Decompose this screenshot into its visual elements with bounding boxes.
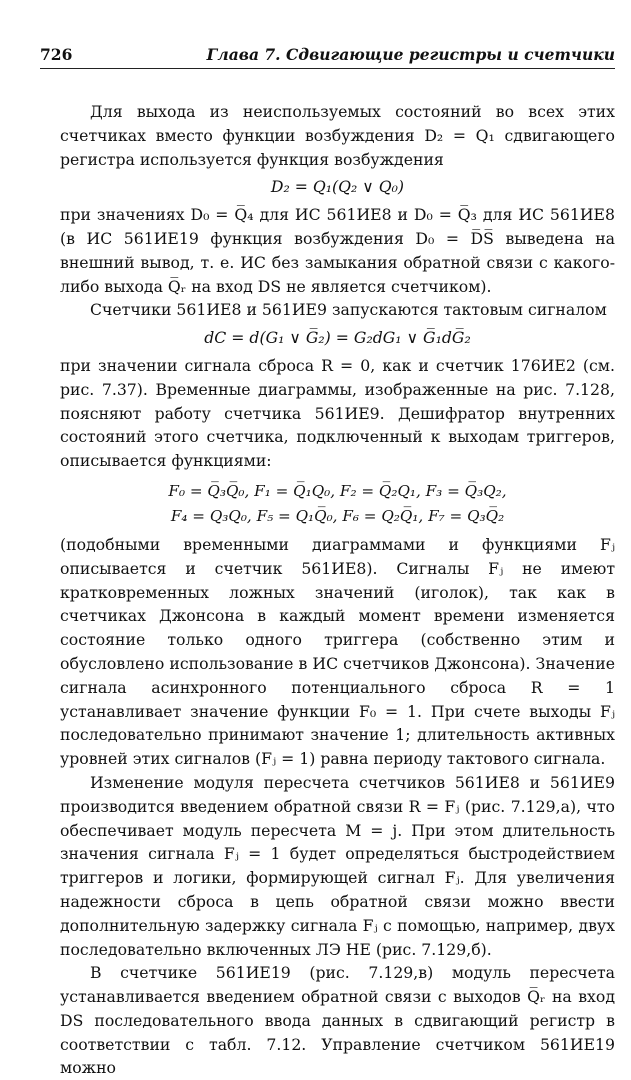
paragraph: при значении сигнала сброса R = 0, как и счетчик 176ИЕ2 (см. рис. 7.37). Временные диаграммы, изображенные на рис. 7.128, поясняют работу счетчика 561ИЕ9. Дешифратор внутренних состояний этого счетчика, подключенный к выходам триггеров, описывается функциями: [60, 355, 615, 471]
chapter-title: Глава 7. Сдвигающие регистры и счетчики [206, 45, 615, 64]
paragraph: Изменение модуля пересчета счетчиков 561ИЕ8 и 561ИЕ9 производится введением обратной связи R = Fⱼ (рис. 7.129,а), что обеспечивает модуль пересчета M = j. При этом длительность значения сигнала Fⱼ = 1 будет определяться быстродействием триггеров и логики, формирующей сигнал Fⱼ. Для увеличения надежности сброса в цепь обратной связи можно ввести дополнительную задержку сигнала Fⱼ с помощью, например, двух последовательно включенных ЛЭ НЕ (рис. 7.129,б). [60, 772, 615, 959]
formula-line: F₄ = Q₃Q₀, F₅ = Q₁Q̅₀, F₆ = Q₂Q̅₁, F₇ = Q₃Q̅₂ [170, 506, 505, 525]
paragraph: при значениях D₀ = Q̅₄ для ИС 561ИЕ8 и D₀ = Q̅₃ для ИС 561ИЕ8 (в ИС 561ИЕ19 функция возбуждения D₀ = D̅S̅ выведена на внешний вывод, т. е. ИС без замыкания обратной связи с какого-либо выхода Q̅ᵣ на вход DS не является счетчиком). [60, 205, 615, 296]
running-header [40, 44, 615, 69]
formula-block [60, 479, 615, 529]
formula-line: F₀ = Q̅₃Q̅₀, F₁ = Q̅₁Q₀, F₂ = Q̅₂Q₁, F₃ = Q̅₃Q₂, [168, 481, 507, 500]
paragraph: Для выхода из неиспользуемых состояний во всех этих счетчиках вместо функции возбуждения D₂ = Q₁ сдвигающего регистра используется функция возбуждения [60, 102, 615, 169]
page-body [60, 100, 615, 1080]
paragraph: (подобными временными диаграммами и функциями Fⱼ описывается и счетчик 561ИЕ8). Сигналы Fⱼ не имеют кратковременных ложных значений (иголок), так как в счетчиках Джонсона в каждый момент времени изменяется состояние только одного триггера (собственно этим и обусловлено использование в ИС счетчиков Джонсона). Значение сигнала асинхронного потенциального сброса R = 1 устанавливает значение функции F₀ = 1. При счете выходы Fⱼ последовательно принимают значение 1; длительность активных уровней этих сигналов (Fⱼ = 1) равна периоду тактового сигнала. [60, 534, 615, 769]
paragraph: Счетчики 561ИЕ8 и 561ИЕ9 запускаются тактовым сигналом [90, 300, 607, 320]
formula: dC = d(G₁ ∨ G̅₂) = G₂dG₁ ∨ G̅₁dG̅₂ [204, 328, 471, 348]
formula: D₂ = Q₁(Q₂ ∨ Q₀) [270, 177, 405, 197]
paragraph: В счетчике 561ИЕ19 (рис. 7.129,в) модуль пересчета устанавливается введением обратной связи с выходов Q̅ᵣ на вход DS последовательного ввода данных в сдвигающий регистр в соответствии с табл. 7.12. Управление счетчиком 561ИЕ19 можно [60, 963, 615, 1078]
page-number: 726 [40, 45, 73, 64]
